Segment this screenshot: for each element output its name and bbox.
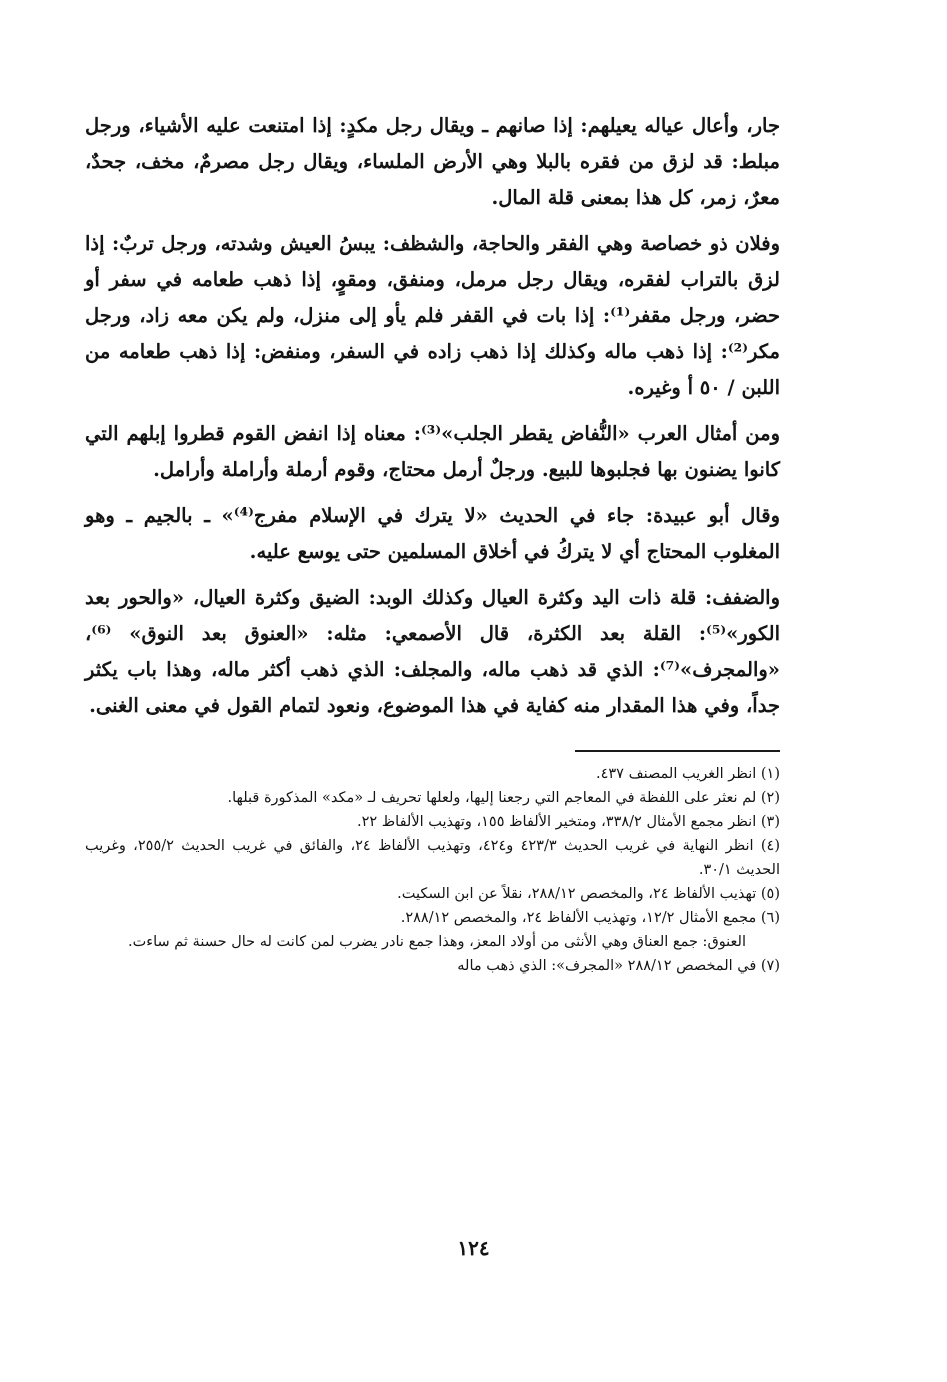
page-body	[85, 108, 780, 978]
paragraph: وفلان ذو خصاصة وهي الفقر والحاجة، والشظف: يبسُ العيش وشدته، ورجل تربٌ: إذا لزق بالتراب لفقره، ويقال رجل مرمل، ومنفق، ومقوٍ، إذا ذهب طعامه في سفر أو حضر، ورجل مقفر⁽¹⁾: إذا بات في القفر فلم يأو إلى منزل، ولم يكن معه زاد، ورجل مكر⁽²⁾: إذا ذهب ماله وكذلك إذا ذهب زاده في السفر، ومنفض: إذا ذهب طعامه من اللبن / ٥٠ أ وغيره.	[85, 232, 781, 399]
footnote: (٥) تهذيب الألفاظ ٢٤، والمخصص ٢٨٨/١٢، نقلاً عن ابن السكيت.	[397, 886, 780, 902]
footnotes	[85, 762, 780, 978]
footnote: (٦) مجمع الأمثال ١٢/٢، وتهذيب الألفاظ ٢٤، والمخصص ٢٨٨/١٢.	[400, 910, 780, 926]
footnote-continuation: العنوق: جمع العناق وهي الأنثى من أولاد المعز، وهذا جمع نادر يضرب لمن كانت له حال حسنة ثم ساءت.	[128, 934, 746, 950]
paragraph: والضفف: قلة ذات اليد وكثرة العيال وكذلك الوبد: الضيق وكثرة العيال، «والحور بعد الكور»⁽⁵⁾: القلة بعد الكثرة، قال الأصمعي: مثله: «العنوق بعد النوق» ⁽⁶⁾، «والمجرف»⁽⁷⁾: الذي قد ذهب ماله، والمجلف: الذي ذهب أكثر ماله، وهذا باب يكثر جداً، وفي هذا المقدار منه كفاية في هذا الموضوع، ونعود لتمام القول في معنى الغنى.	[85, 586, 780, 717]
footnote: (١) انظر الغريب المصنف ٤٣٧.	[595, 766, 780, 782]
footnote: (٤) انظر النهاية في غريب الحديث ٤٢٣/٣ و٤٢٤، وتهذيب الألفاظ ٢٤، والفائق في غريب الحديث ٢٥٥/٢، وغريب الحديث ٣٠/١.	[85, 838, 780, 878]
paragraph: ومن أمثال العرب «النُّفاض يقطر الجلب»⁽³⁾: معناه إذا انفض القوم قطروا إبلهم التي كانوا يضنون بها فجلبوها للبيع. ورجلٌ أرمل محتاج، وقوم أرملة وأراملة وأرامل.	[85, 422, 780, 481]
footnote: (٣) انظر مجمع الأمثال ٣٣٨/٢، ومتخير الألفاظ ١٥٥، وتهذيب الألفاظ ٢٢.	[356, 814, 780, 830]
footnote-divider	[575, 750, 780, 752]
page-number: ١٢٤	[457, 1236, 490, 1260]
footnote: (٧) في المخصص ٢٨٨/١٢ «المجرف»: الذي ذهب ماله	[457, 958, 780, 974]
paragraph: جار، وأعال عياله يعيلهم: إذا صانهم ـ ويقال رجل مكدٍ: إذا امتنعت عليه الأشياء، ورجل مبلط: قد لزق من فقره بالبلا وهي الأرض الملساء، ويقال رجل مصرمٌ، مخف، جحدٌ، معرٌ، زمر، كل هذا بمعنى قلة المال.	[85, 114, 780, 209]
footnote: (٢) لم نعثر على اللفظة في المعاجم التي رجعنا إليها، ولعلها تحريف لـ «مكد» المذكورة قبلها.	[227, 790, 780, 806]
paragraph: وقال أبو عبيدة: جاء في الحديث «لا يترك في الإسلام مفرج⁽⁴⁾» ـ بالجيم ـ وهو المغلوب المحتاج أي لا يتركُ في أخلاق المسلمين حتى يوسع عليه.	[85, 504, 780, 563]
